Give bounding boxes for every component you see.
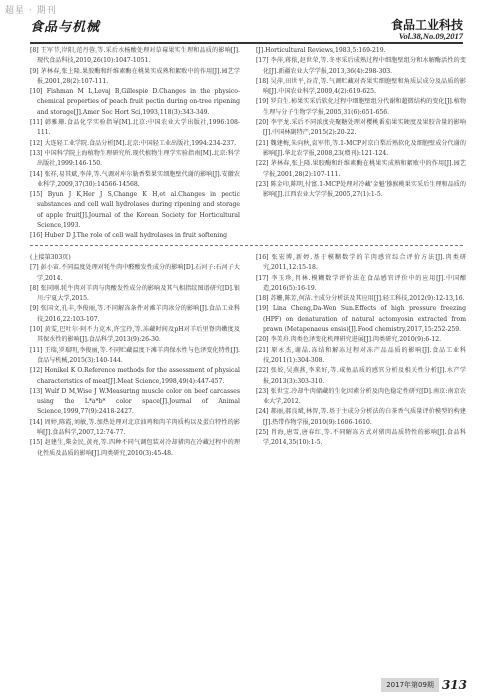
- reference-entry: [20] 李美舟.肉类色泽变化机理研究进展[J].肉类研究,2010(9):6-12.: [256, 336, 442, 344]
- reference-entry: [J].Horticultural Reviews,1983,5:169-219.: [256, 47, 386, 54]
- reference-entry: [9] 茅林春,张上隆.果胶酶和纤维素酶在桃果实成熟和絮败中的作用[J].园艺学报,2001,28(2):107-111.: [30, 67, 240, 85]
- reference-entry: [25] 肖海,唐雪,唐春红,等.不同解冻方式对猪肉品质特性的影响[J].食品科学,2014,35(10):1-5.: [256, 429, 466, 447]
- section-divider: [30, 245, 463, 246]
- reference-entry: [15] Byun J K,Her J S,Change K H,et al.Changes in pectic substances and cell wall hydrolases during ripening and storage of apple fruit[J].Journal of the Korean Society for Horticultural Science,1993.: [30, 191, 240, 230]
- reference-entry: [23] 张世宝.冷却牛肉储藏的生化因素分析及肉色稳定性研究[D].南京:南京农业大学,2012.: [256, 387, 466, 406]
- reference-entry: [14] 周婷,陈霞,刘敏,等.加热处理对北京油鸡和肉羊肉质构以及蛋白特性的影响[J].食品科学,2007,12:74-77.: [30, 418, 240, 437]
- reference-entry: [10] Fishman M L,Levaj B,Gillespie D.Changes in the physico-chemical properties of peach fruit pectin during on-tree ripening and storage[J].Amer Soc Hort Sci,1993,118(3):343-349.: [30, 88, 240, 116]
- reference-entry: [10] 黄雯,巴吐尔·阿不力克木,许宝玲,等.冻藏时间及pH对羊后里脊肉嫩度及其保水性的影响[J].食品科学,2013(9):26-30.: [30, 326, 240, 344]
- reference-entry: [24] 郝丽,郝良斌,林智,等.基于主成分分析法的白茶香气质量评价模型的构建[J].热带作物学报,2010(9):1606-1610.: [256, 408, 466, 426]
- continued-note: (上接第303页): [30, 254, 71, 261]
- page-header: [0, 0, 497, 44]
- references-top-left: [30, 46, 240, 242]
- reference-entry: [9] 张国文,孔丰,李俊丽,等.不同解冻条件对滩羊肉冰分的影响[J].食品工业科技,2016,22:103-107.: [30, 305, 240, 323]
- reference-entry: [16] Huber D J.The role of cell wall hydrolases in fruit softening: [30, 232, 228, 240]
- reference-entry: [11] 韩雅珊.食品化学实验指导[M].北京:中国农业大学出版社,1996:108-111.: [30, 119, 240, 137]
- references-bottom-left: [30, 253, 240, 459]
- corner-tag: 超星 · 期刊: [5, 6, 57, 16]
- reference-entry: [22] 张姣,吴燕燕,李来好,等.咸鱼品质的感官分析及相关性分析[J].水产学报,2013(3):303-310.: [256, 367, 466, 385]
- reference-entry: [20] 李宇龙.采后不同浓度壳聚糖处理对樱桃番茄果实硬度及果胶含量的影响[J].中国林副特产,2015(2):20-22.: [256, 119, 466, 137]
- brand-logo: 食品与机械: [30, 20, 101, 35]
- reference-entry: [11] 王瑞,罗瑞明,李俊丽,等.不同贮藏温度下滩羊肉保水性与色泽变化特性[J].食品与机械,2015(3):140-144.: [30, 346, 240, 364]
- reference-entry: [8] 张同刚.牦牛肉对羊肉与肉酸发性成分的影响及其气相指纹图谱研究[D].银川:宁夏大学,2015.: [30, 284, 240, 303]
- reference-entry: [13] 中国科学院上海植物生理研究所.现代植物生理学实验指南[M].北京:科学出版社,1999:146-150.: [30, 149, 240, 168]
- reference-entry: [13] Wulf D M,Wise J W.Measuring muscle color on beef carcasses using the L*a*b* color space[J].Journal of Animal Science,1999,77(9):2418-2427.: [30, 387, 240, 416]
- page-number: 313: [441, 678, 467, 692]
- reference-entry: [8] 王军节,岸阳,范丹蓉,等.采后水杨酸处理对草莓果实生理和品质的影响[J].现代食品科技,2010,26(10):1047-1051.: [30, 47, 240, 65]
- references-bottom-right: [256, 253, 466, 449]
- reference-entry: [19] 罗自生.柿果实采后软化过程中细胞壁组分代谢和超微结构的变化[J].植物生理与分子生物学学报,2005,31(6):651-656.: [256, 98, 466, 116]
- header-rule: [30, 42, 463, 44]
- reference-entry: [23] 陈金印,陈明,付富.1-MCP处理对冷藏'金魁'猕猴桃果实采后生理和品质的影响[J].江西农业大学学报,2005,27(1):1-5.: [256, 180, 466, 199]
- reference-entry: [21] 原永杰,谢晶.冻结和解冻过程对冻产品品质的影响[J].食品工业科技,2011(1):304-308.: [256, 346, 466, 364]
- issue-label: 2017年第09期: [381, 678, 439, 692]
- page-footer: [381, 678, 467, 692]
- reference-entry: [7] 彭小宙.不同温度处理对牦牛肉中醛酸发性成分的影响[D].石河子:石河子大学,2014.: [30, 264, 240, 282]
- journal-name: 食品工业科技: [390, 18, 463, 32]
- reference-entry: [22] 茅林春,张上隆.果胶酶和纤维素酶在桃果实成熟和絮败中的作用[J].园艺学报,2001,28(2):107-111.: [256, 160, 466, 178]
- reference-entry: [15] 赵建生,柴金民,黄亮,等.四种不同气调包装对冷却猪肉在冷藏过程中的理化性质及品质的影响[J].肉类研究,2010(3):45-48.: [30, 439, 240, 457]
- reference-entry: [18] 苏姗,陈芳,何洁.主成分分析法及其应用[J].轻工科技,2012(9):12-13,16.: [256, 295, 465, 303]
- reference-entry: [21] 魏建梅,朱向秋,袁军伟,等.1-MCP对京白梨后熟软化及细胞壁成分代谢的影响[J].华北农学报,2008,23(增刊):121-124.: [256, 139, 466, 157]
- reference-entry: [12] Honikel K O.Reference methods for the assessment of physical characteristics of meat[J].Meat Science,1998,49(4):447-457.: [30, 367, 240, 385]
- volume-info: Vol.38,No.09,2017: [398, 31, 463, 41]
- references-top-right: [256, 46, 466, 200]
- reference-entry: [12] 大连轻工业学院.食品分析[M].北京:中国轻工业出版社,1994:234-237.: [30, 139, 237, 147]
- reference-entry: [16] 张宏博,新婷.基于模糊数学的羊肉感官综合评价方法[J].肉类研究,2011,12:15-18.: [256, 254, 466, 272]
- reference-entry: [17] 李萍,蒋侬,赵世荣,等.冬枣采后成熟过程中细胞壁组分和水解酶活性的变化[J].新疆农业大学学报,2013,36(4):298-303.: [256, 57, 466, 75]
- reference-entry: [18] 吴萍,田世平,谷青,等.气调贮藏对杏果实细胞壁和角质层成分及品质的影响[J].中国农业科学,2009,4(2):619-625.: [256, 77, 466, 96]
- reference-entry: [17] 李玉珍,肖林.模糊数学评价法在食品感官评价中的应用[J].中国酿造,2016(5):16-19.: [256, 274, 466, 292]
- reference-entry: [19] Lina Cheng,Da-Wen Sun.Effects of high pressure freezing (HPF) on denaturation of natural actomyosin extracted from prawn (Metapenaeus ensis)[J].Food chemistry,2017,15:252-259.: [256, 305, 466, 334]
- reference-entry: [14] 张祥,易其斌,李萍,等.气调对库尔勒香梨果实细胞壁代谢的影响[J].安徽农业科学,2009,37(30):14566-14568.: [30, 170, 240, 188]
